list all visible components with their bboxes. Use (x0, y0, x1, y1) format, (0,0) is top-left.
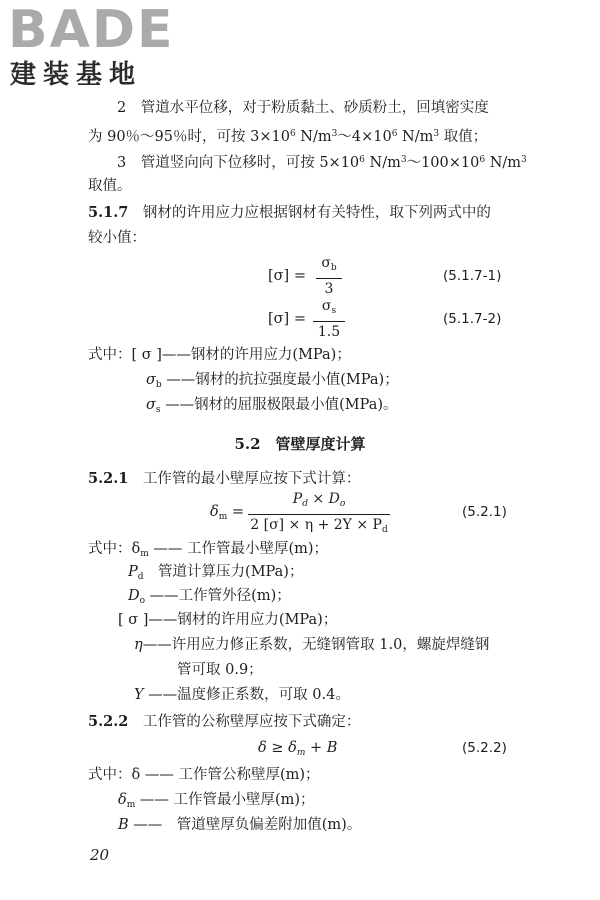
where-b: B —— 管道壁厚负偏差附加值(m)。 (118, 817, 362, 833)
where-sigma-s: $\sigma_s$ ——钢材的屈服极限最小值(MPa)。 (146, 397, 398, 415)
where-sigma: 式中：[ σ ]——钢材的许用应力(MPa)； (88, 347, 351, 363)
where-do: $D_o$ ——工作管外径(m)； (128, 588, 291, 606)
clause-3-line2: 取值。 (88, 178, 132, 194)
eq3-lhs: $\delta_m$ = (210, 504, 245, 522)
where-eta-cont: 管可取 0.9； (177, 662, 263, 678)
where-sigma-allow: [ σ ]——钢材的许用应力(MPa)； (118, 612, 338, 628)
where-sigma-b: $\sigma_b$ ——钢材的抗拉强度最小值(MPa)； (146, 372, 399, 390)
where-delta: 式中：δ —— 工作管公称壁厚(m)； (88, 767, 320, 783)
bade-logo (8, 0, 188, 92)
section-5-1-7-cont: 较小值： (88, 230, 146, 246)
eq1-fraction: $\frac{\sigma_b}{3}$ (316, 254, 342, 298)
clause-2-line2: 为 90％～95％时，可按 $3\times 10^6$ $N/m^3\sim 4\times 10^6$ $N/m^3$ 取值； (88, 129, 488, 145)
eq4: $\delta \ge \delta_m + B$ (258, 740, 338, 758)
clause-2-line1: 2 管道水平位移，对于粉质黏土、砂质粉土，回填密实度 (117, 100, 489, 116)
eq2-number: (5.1.7-2) (443, 311, 502, 327)
where-delta-m-2: $\delta_m$ —— 工作管最小壁厚(m)； (118, 792, 315, 810)
where-y: Y ——温度修正系数，可取 0.4。 (134, 687, 350, 703)
where-delta-m: 式中：$\delta_m$ —— 工作管最小壁厚(m)； (88, 541, 329, 559)
eq3-number: (5.2.1) (462, 504, 507, 520)
section-5-2-2: 5.2.2 工作管的公称壁厚应按下式确定： (88, 713, 361, 730)
section-heading-5-2: 5.2 管壁厚度计算 (234, 435, 366, 453)
section-5-2-1: 5.2.1 工作管的最小壁厚应按下式计算： (88, 470, 361, 487)
section-5-1-7: 5.1.7 钢材的许用应力应根据钢材有关特性，取下列两式中的 (88, 204, 491, 221)
eq1-lhs: [σ] = (268, 268, 306, 284)
eq1-number: (5.1.7-1) (443, 268, 502, 284)
clause-3-line1: 3 管道竖向向下位移时，可按 $5\times 10^6$ $N/m^3\sim 100\times 10^6$ $N/m^3$ (117, 155, 527, 171)
eq4-number: (5.2.2) (462, 740, 507, 756)
where-eta: η——许用应力修正系数，无缝钢管取 1.0，螺旋焊缝钢 (134, 637, 490, 653)
logo-subtitle: 建装基地 (10, 60, 143, 90)
eq2-fraction: $\frac{\sigma_s}{1.5}$ (313, 297, 345, 341)
eq3-fraction: $\frac{P_d \times D_o}{2 [\sigma] \times \eta + 2Y \times P_d}$ (248, 490, 390, 539)
logo-wordmark: BADE (8, 0, 175, 60)
page-number: 20 (90, 846, 110, 864)
eq2-lhs: [σ] = (268, 311, 306, 327)
where-pd: $P_d$ 管道计算压力(MPa)； (128, 564, 304, 582)
